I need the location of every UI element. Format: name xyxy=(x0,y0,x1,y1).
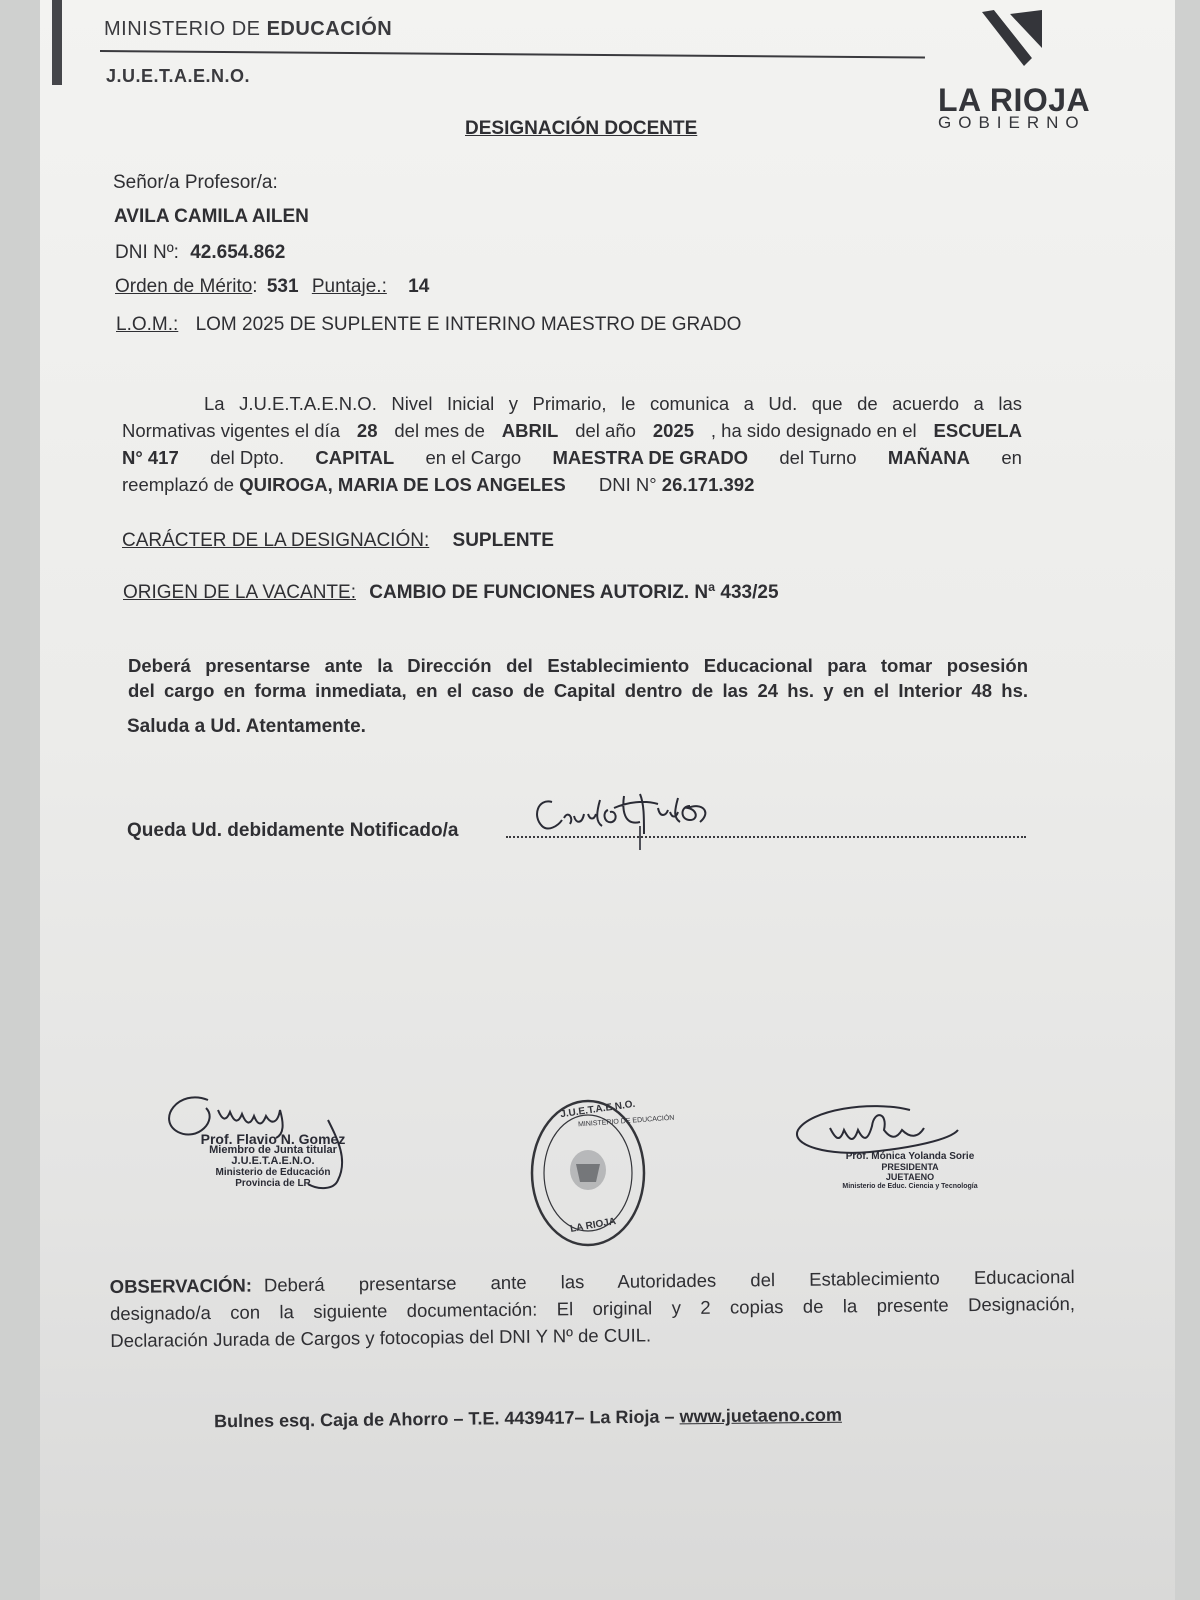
body-line-2 xyxy=(122,417,1022,444)
body-line-3 xyxy=(122,444,1022,471)
board-name: J.U.E.T.A.E.N.O. xyxy=(106,66,251,86)
merit-value: 531 xyxy=(266,276,299,297)
origen-row xyxy=(123,582,779,604)
body-text: Normativas vigentes el día xyxy=(122,420,340,441)
notice-line-1: Deberá presentarse ante la Dirección del Establecimiento Educacional para tomar posesión xyxy=(128,655,1028,676)
school-number: N° 417 xyxy=(122,447,179,468)
lom-label: L.O.M.: xyxy=(116,314,179,335)
lom-row xyxy=(116,314,741,336)
body-text: del mes de xyxy=(394,420,485,441)
observation-text-1: Deberá presentarse ante las Autoridades del Establecimiento Educacional xyxy=(263,1265,1075,1296)
merit-label: Orden de Mérito xyxy=(115,276,253,297)
body-text: en el Cargo xyxy=(425,447,522,468)
logo-subtitle: GOBIERNO xyxy=(938,113,1086,132)
footer-address: Bulnes esq. Caja de Ahorro – T.E. 4439417– La Rioja – xyxy=(213,1406,675,1432)
lom-value: LOM 2025 DE SUPLENTE E INTERINO MAESTRO DE GRADO xyxy=(195,314,742,335)
seal-bottom-text: LA RIOJA xyxy=(569,1216,617,1235)
president-role: PRESIDENTA xyxy=(881,1162,939,1172)
body-text: , ha sido designado en el xyxy=(710,420,917,441)
presentation-notice xyxy=(128,653,1028,703)
body-line-1: La J.U.E.T.A.E.N.O. Nivel Inicial y Primario, le comunica a Ud. que de acuerdo a las xyxy=(204,393,1022,414)
greeting: Saluda a Ud. Atentamente. xyxy=(127,716,366,737)
school-label: ESCUELA xyxy=(933,420,1022,441)
ministry-name xyxy=(104,18,392,41)
dni-label: DNI Nº: xyxy=(115,242,179,263)
header-bar xyxy=(52,0,62,85)
president-stamp xyxy=(830,1152,990,1192)
replaced-dni: 26.171.392 xyxy=(661,474,755,495)
footer xyxy=(214,1405,842,1433)
board-member-board: J.U.E.T.A.E.N.O. xyxy=(231,1155,315,1167)
seal-ring-text: MINISTERIO DE EDUCACIÓN xyxy=(577,1114,675,1129)
origen-value: CAMBIO DE FUNCIONES AUTORIZ. Nª 433/25 xyxy=(369,582,779,603)
body-text: del Turno xyxy=(779,447,857,468)
designation-day: 28 xyxy=(356,420,378,441)
recipient-signature xyxy=(528,786,728,856)
board-member-stamp xyxy=(163,1131,383,1189)
board-member-name: Prof. Flavio N. Gomez xyxy=(200,1131,346,1147)
department: CAPITAL xyxy=(315,447,395,468)
body-text: DNI N° xyxy=(598,474,657,495)
body-text: del año xyxy=(575,420,636,441)
dni-value: 42.654.862 xyxy=(190,242,286,263)
shift: MAÑANA xyxy=(887,447,971,468)
score-label: Puntaje.: xyxy=(311,276,387,297)
document-title: DESIGNACIÓN DOCENTE xyxy=(465,118,698,139)
score-value: 14 xyxy=(408,276,430,297)
observation-text-2: designado/a con la siguiente documentación: El original y 2 copias de la presente Designación, xyxy=(109,1292,1076,1325)
designation-paragraph xyxy=(122,390,1022,498)
president-name: Prof. Mónica Yolanda Sorie xyxy=(845,1151,975,1162)
la-rioja-logo-icon xyxy=(980,8,1050,72)
body-text: en xyxy=(1001,447,1022,468)
replaced-teacher: QUIROGA, MARIA DE LOS ANGELES xyxy=(239,474,566,495)
president-board: JUETAENO xyxy=(885,1172,935,1182)
footer-website-link[interactable]: www.juetaeno.com xyxy=(679,1404,843,1427)
body-text: del Dpto. xyxy=(210,447,285,468)
body-text: reemplazó de xyxy=(122,474,235,495)
board-member-role: Miembro de Junta titular xyxy=(209,1144,337,1156)
board-member-ministry: Ministerio de Educación xyxy=(215,1167,331,1178)
header-line xyxy=(100,50,925,58)
notice-line-2: del cargo en forma inmediata, en el caso de Capital dentro de las 24 hs. y en el Interior 48 hs. xyxy=(128,680,1028,701)
dni-row xyxy=(115,242,285,264)
designation-year: 2025 xyxy=(652,420,694,441)
observation-text-3: Declaración Jurada de Cargos y fotocopias del DNI Y Nº de CUIL. xyxy=(110,1324,652,1352)
caracter-value: SUPLENTE xyxy=(452,530,554,551)
recipient-name: AVILA CAMILA AILEN xyxy=(114,206,309,227)
board-member-province: Provincia de LR xyxy=(235,1178,311,1189)
logo-name: LA RIOJA xyxy=(938,82,1091,118)
ministry-bold: EDUCACIÓN xyxy=(266,18,393,40)
seal-top-text: J.U.E.T.A.E.N.O. xyxy=(559,1098,636,1121)
observation-label: OBSERVACIÓN: xyxy=(109,1274,253,1298)
caracter-row xyxy=(122,530,554,552)
observation-block xyxy=(110,1263,1076,1354)
caracter-label: CARÁCTER DE LA DESIGNACIÓN: xyxy=(122,530,430,551)
body-line-4 xyxy=(122,471,1022,498)
ministry-prefix: MINISTERIO DE xyxy=(104,18,261,40)
salutation: Señor/a Profesor/a: xyxy=(113,172,278,193)
position: MAESTRA DE GRADO xyxy=(552,447,749,468)
president-ministry: Ministerio de Educ. Ciencia y Tecnología xyxy=(842,1183,978,1190)
notified-label: Queda Ud. debidamente Notificado/a xyxy=(127,820,459,841)
document-page xyxy=(40,0,1175,1600)
designation-month: ABRIL xyxy=(501,420,559,441)
merit-row: Orden de Mérito: 531 Puntaje.: 14 xyxy=(115,276,430,297)
origen-label: ORIGEN DE LA VACANTE: xyxy=(123,582,356,603)
